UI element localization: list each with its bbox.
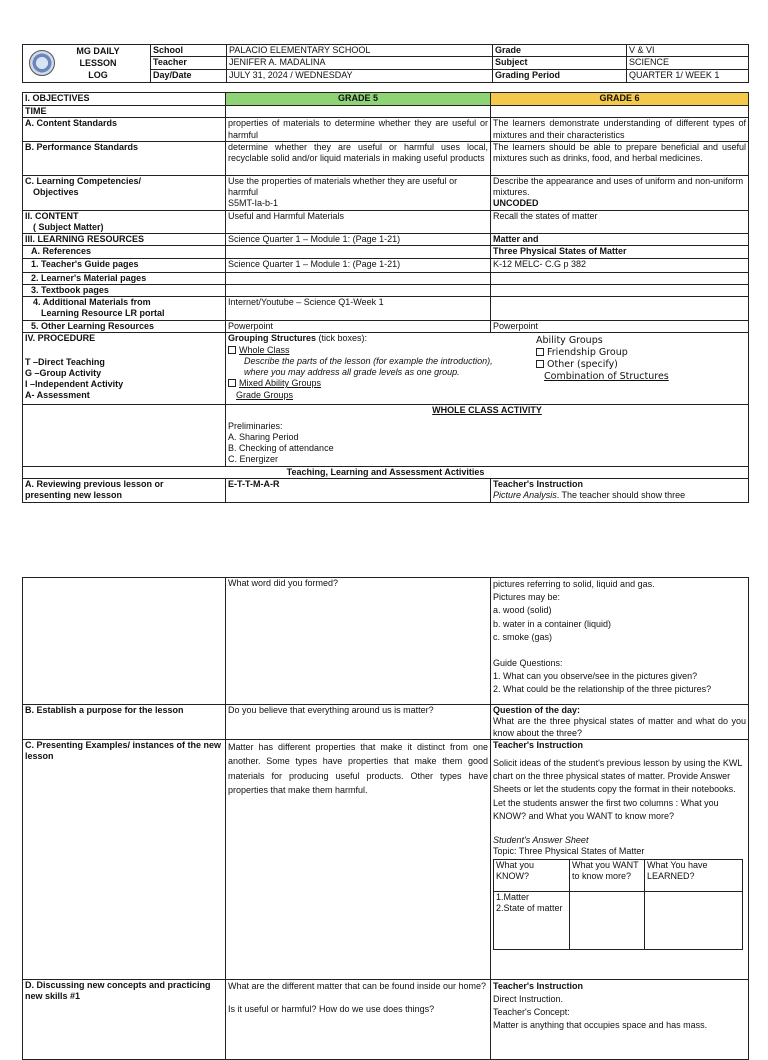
competencies-label	[23, 175, 226, 210]
ability-groups-label: Ability Groups	[536, 335, 603, 347]
preliminaries-empty	[23, 405, 226, 466]
additional-g5: Internet/Youtube – Science Q1-Week 1	[226, 297, 491, 321]
preliminaries-line: Preliminaries:	[228, 420, 283, 431]
content-g6: Recall the states of matter	[491, 210, 749, 234]
text-line: UNCODED	[493, 198, 539, 209]
g5-question: What are the different matter that can be found inside our home?	[228, 980, 486, 991]
tla-heading: Teaching, Learning and Assessment Activities	[23, 466, 749, 478]
preliminaries-line: A. Sharing Period	[228, 431, 299, 442]
label-line: IV. PROCEDURE	[25, 333, 96, 344]
label-line: A. Reviewing previous lesson or	[25, 478, 164, 489]
whole-class-activity-title: WHOLE CLASS ACTIVITY	[432, 405, 542, 416]
row-c-g5: Matter has different properties that make it distinct from one another. Some types have properties that make them good materials for producing useful products. Other types have properties that make them harmful.	[226, 739, 491, 979]
whole-class-desc: where you may address all grade levels as one group.	[244, 367, 460, 377]
subject-value: SCIENCE	[627, 57, 749, 69]
performance-standards-g6: The learners should be able to prepare beneficial and useful mixtures such as drinks, food, and herbal medicines.	[491, 141, 749, 175]
text-line: 2. What could be the relationship of the three pictures?	[493, 684, 712, 695]
text-line: Pictures may be:	[493, 592, 561, 603]
grade-groups-label: Grade Groups	[236, 389, 294, 400]
label-line: ( Subject Matter)	[33, 221, 104, 232]
procedure-label	[23, 333, 226, 405]
legend-line: I –Independent Activity	[25, 379, 124, 389]
deped-seal-icon	[29, 50, 55, 76]
subject-label: Subject	[493, 57, 627, 69]
legend-line: G –Group Activity	[25, 367, 102, 378]
grade6-heading: GRADE 6	[491, 93, 749, 106]
teacher-label: Teacher	[151, 57, 227, 69]
period-value: QUARTER 1/ WEEK 1	[627, 69, 749, 82]
kwl-learned-cell	[645, 891, 743, 949]
g5-question: Is it useful or harmful? How do we use does things?	[228, 1003, 435, 1014]
g6-title: Teacher's Instruction	[493, 739, 583, 750]
text-line: Matter is anything that occupies space and has mass.	[493, 1019, 708, 1030]
whole-class-checkbox[interactable]	[228, 346, 236, 354]
header-table	[22, 44, 749, 83]
grouping-cell	[226, 333, 749, 405]
text-line: Teacher's Concept:	[493, 1006, 570, 1017]
answer-sheet-topic: Topic: Three Physical States of Matter	[493, 846, 645, 857]
date-value: JULY 31, 2024 / WEDNESDAY	[227, 69, 493, 82]
label-line: presenting new lesson	[25, 490, 123, 500]
mixed-ability-checkbox[interactable]	[228, 379, 236, 387]
label-line: II. CONTENT	[25, 210, 79, 221]
kwl-item: 1.Matter	[496, 891, 530, 902]
ability-group-options	[536, 335, 669, 383]
additional-g6	[491, 297, 749, 321]
whole-class-label: Whole Class	[239, 344, 290, 355]
g6-rest: . The teacher should show three	[556, 490, 686, 500]
label-line: C. Learning Competencies/	[25, 175, 142, 186]
text-line: pictures referring to solid, liquid and gas.	[493, 579, 655, 589]
row-a-g6	[491, 578, 749, 705]
resources-label: III. LEARNING RESOURCES	[23, 234, 226, 246]
lesson-table-page2	[22, 577, 749, 1060]
school-value: PALACIO ELEMENTARY SCHOOL	[227, 45, 493, 57]
kwl-header: What you WANT to know more?	[570, 859, 645, 891]
time-label: TIME	[23, 106, 226, 118]
kwl-header: What you KNOW?	[494, 859, 570, 891]
legend-line: T –Direct Teaching	[25, 356, 105, 367]
text-line: 1. What can you observe/see in the pictures given?	[493, 671, 698, 682]
label-line: 4. Additional Materials from	[33, 297, 151, 307]
performance-standards-label: B. Performance Standards	[23, 141, 226, 175]
text-line	[493, 644, 746, 657]
resources-g5: Science Quarter 1 – Module 1: (Page 1-21)	[226, 234, 491, 246]
row-a-g5: What word did you formed?	[226, 578, 491, 705]
reviewing-g5: E-T-T-M-A-R	[226, 478, 491, 502]
row-d-label: D. Discussing new concepts and practicing new skills #1	[23, 979, 226, 1059]
row-c-g6	[491, 739, 749, 979]
title-cell	[23, 45, 151, 83]
content-standards-label: A. Content Standards	[23, 118, 226, 142]
references-g6: Three Physical States of Matter	[491, 246, 749, 258]
tg-pages-g6: K-12 MELC- C.G p 382	[491, 258, 749, 272]
answer-sheet-title: Student's Answer Sheet	[493, 835, 589, 846]
g6-title: Question of the day:	[493, 705, 581, 715]
content-label	[23, 210, 226, 234]
row-b-label: B. Establish a purpose for the lesson	[23, 705, 226, 740]
text-line: Guide Questions:	[493, 658, 563, 669]
title-line: LOG	[88, 70, 108, 80]
tg-pages-g5: Science Quarter 1 – Module 1: (Page 1-21)	[226, 258, 491, 272]
other-resources-g5: Powerpoint	[226, 321, 491, 333]
grade-value: V & VI	[627, 45, 749, 57]
period-label: Grading Period	[493, 69, 627, 82]
grade-label: Grade	[493, 45, 627, 57]
other-resources-label: 5. Other Learning Resources	[23, 321, 226, 333]
kwl-know-cell	[494, 891, 570, 949]
objectives-heading: I. OBJECTIVES	[23, 93, 226, 106]
text-line: Direct Instruction.	[493, 993, 564, 1004]
reviewing-g6	[491, 478, 749, 502]
grouping-title: Grouping Structures	[228, 333, 317, 344]
other-checkbox[interactable]	[536, 360, 544, 368]
friendship-checkbox[interactable]	[536, 348, 544, 356]
other-resources-g6: Powerpoint	[491, 321, 749, 333]
label-line: Objectives	[33, 187, 79, 197]
label-line: Learning Resource LR portal	[41, 308, 165, 319]
combination-label: Combination of Structures	[544, 371, 669, 383]
text-line: c. smoke (gas)	[493, 631, 553, 642]
additional-label	[23, 297, 226, 321]
text-line: Describe the appearance and uses of uniform and non-uniform mixtures.	[493, 175, 744, 197]
textbook-label: 3. Textbook pages	[23, 284, 226, 296]
legend-line: A- Assessment	[25, 390, 90, 401]
row-a-label	[23, 578, 226, 705]
lesson-table-page1	[22, 92, 749, 503]
title-line: LESSON	[79, 58, 117, 68]
row-d-g6	[491, 979, 749, 1059]
text-line: Use the properties of materials whether they are useful or harmful	[228, 175, 458, 197]
lm-pages-g5	[226, 272, 491, 284]
log-title	[63, 45, 133, 81]
grouping-rest: (tick boxes):	[316, 333, 368, 344]
preliminaries-line: B. Checking of attendance	[228, 443, 334, 453]
whole-class-activity-cell	[226, 405, 749, 466]
date-label: Day/Date	[151, 69, 227, 82]
performance-standards-g5: determine whether they are useful or harmful uses local, recyclable solid and/or liquid materials in making useful products	[226, 141, 491, 175]
grade5-heading: GRADE 5	[226, 93, 491, 106]
row-b-g5: Do you believe that everything around us is matter?	[226, 705, 491, 740]
lm-pages-label: 2. Learner's Material pages	[23, 272, 226, 284]
tg-pages-label: 1. Teacher's Guide pages	[23, 258, 226, 272]
content-standards-g6: The learners demonstrate understanding of different types of mixtures and their characteristics	[491, 118, 749, 142]
reviewing-label	[23, 478, 226, 502]
text-line: S5MT-Ia-b-1	[228, 198, 279, 209]
g6-text: What are the three physical states of matter and what do you know about the three?	[493, 716, 746, 738]
kwl-want-cell	[570, 891, 645, 949]
time-g5	[226, 106, 491, 118]
content-g5: Useful and Harmful Materials	[226, 210, 491, 234]
preliminaries-line: C. Energizer	[228, 454, 279, 465]
textbook-g5	[226, 284, 491, 296]
competencies-g5	[226, 175, 491, 210]
kwl-header: What You have LEARNED?	[645, 859, 743, 891]
other-label: Other (specify)	[547, 359, 618, 371]
g6-title: Teacher's Instruction	[493, 980, 583, 991]
title-line: MG DAILY	[76, 46, 120, 56]
text-line: a. wood (solid)	[493, 605, 552, 616]
time-g6	[491, 106, 749, 118]
content-standards-g5: properties of materials to determine whether they are useful or harmful	[226, 118, 491, 142]
row-b-g6	[491, 705, 749, 740]
row-d-g5	[226, 979, 491, 1059]
text-line: b. water in a container (liquid)	[493, 618, 612, 629]
mixed-ability-label: Mixed Ability Groups	[239, 378, 322, 389]
references-g5	[226, 246, 491, 258]
lm-pages-g6	[491, 272, 749, 284]
kwl-item: 2.State of matter	[496, 902, 563, 913]
textbook-g6	[491, 284, 749, 296]
competencies-g6	[491, 175, 749, 210]
resources-g6: Matter and	[491, 234, 749, 246]
teacher-value: JENIFER A. MADALINA	[227, 57, 493, 69]
school-label: School	[151, 45, 227, 57]
kwl-chart	[493, 859, 743, 950]
g6-title: Teacher's Instruction	[493, 478, 583, 489]
whole-class-desc: Describe the parts of the lesson (for example the introduction),	[244, 355, 493, 366]
references-label: A. References	[23, 246, 226, 258]
g6-text: Solicit ideas of the student's previous lesson by using the KWL chart on the three physical states of matter. Provide Answer Sheets or let the students copy the format in their notebooks. Let the students answer the first two columns : What you KNOW? and What you WANT to know more?	[493, 758, 743, 821]
row-c-label: C. Presenting Examples/ instances of the new lesson	[23, 739, 226, 979]
g6-italic: Picture Analysis	[493, 490, 557, 500]
friendship-label: Friendship Group	[547, 347, 628, 359]
